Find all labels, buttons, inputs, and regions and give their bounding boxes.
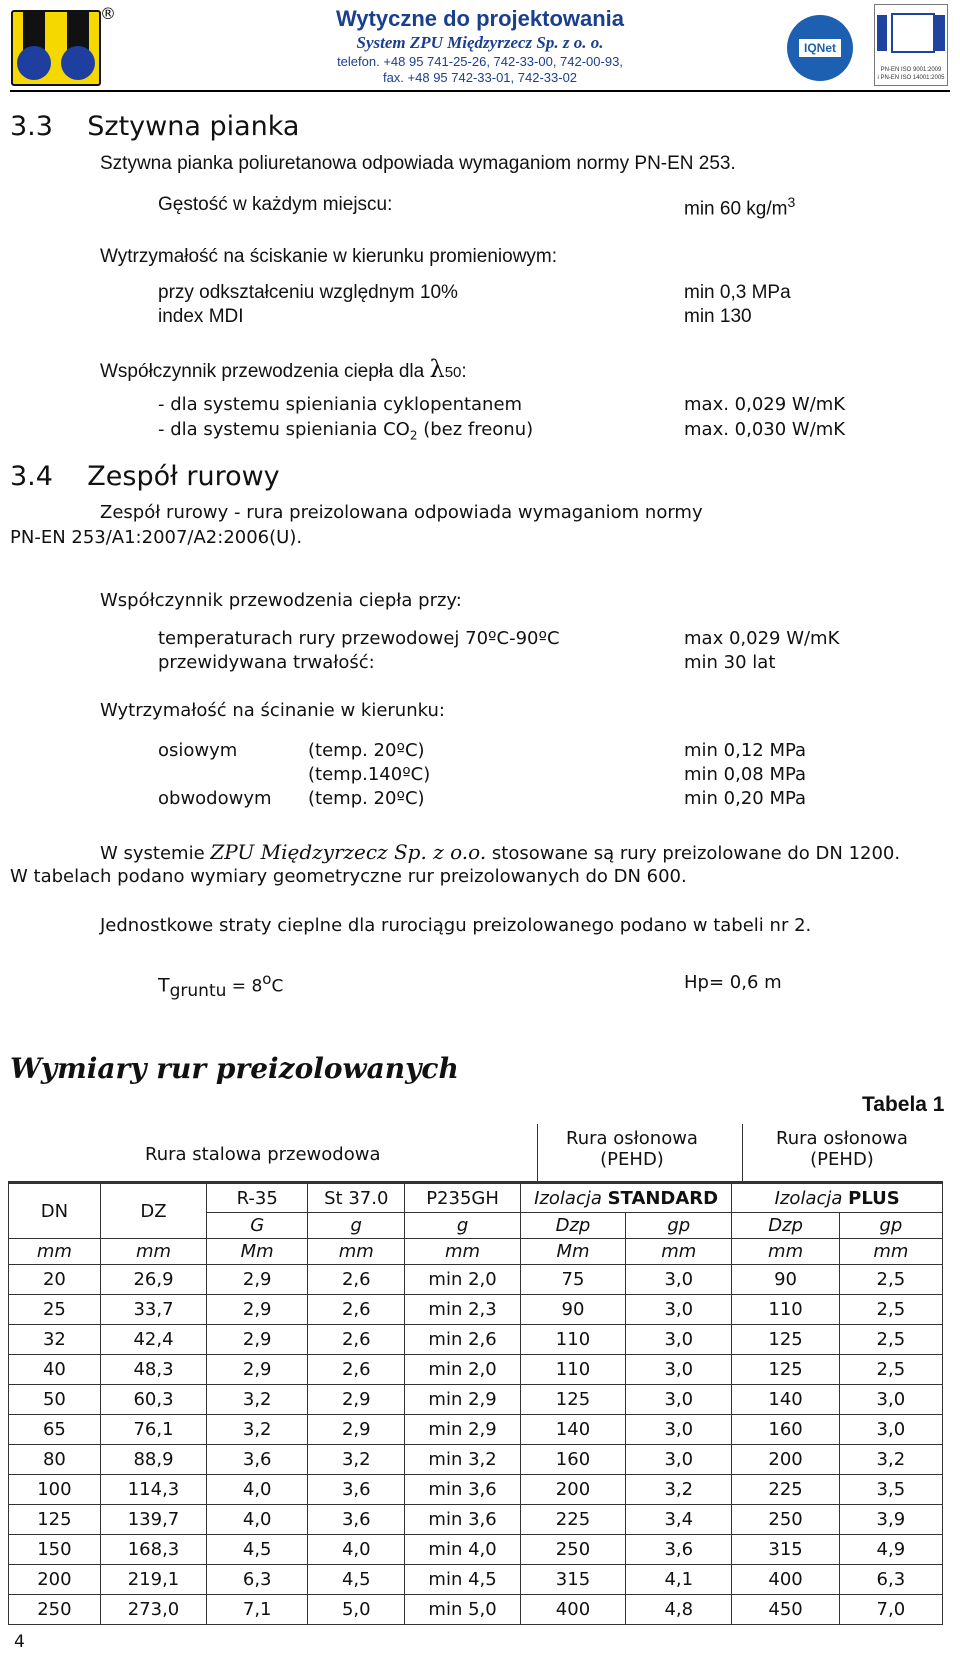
table-row [9,1445,943,1475]
table-cell: min 2,3 [405,1295,521,1325]
dimensions-table [8,1183,943,1625]
shear-value: min 0,12 MPa [684,740,807,761]
symbol-cell: Dzp [732,1213,839,1239]
header-title: Wytyczne do projektowania [335,6,625,31]
symbol-cell: Dzp [520,1213,625,1239]
table-cell: 150 [9,1535,101,1565]
density-label: Gęstość w każdym miejscu: [158,194,393,215]
lambda-label: Współczynnik przewodzenia ciepła dla λ50: [100,355,467,383]
system-note-line-1: W systemie ZPU Międzyrzecz Sp. z o.o. stosowane są rury preizolowane do DN 1200. [100,840,901,864]
table-row [9,1325,943,1355]
table-cell: 90 [732,1265,839,1295]
co2-label: - dla systemu spieniania $CO_2$ (bez freonu) [158,419,534,443]
table-cell: 2,5 [839,1325,942,1355]
table-cell: 3,0 [626,1295,732,1325]
table-cell: 3,0 [626,1265,732,1295]
table-cell: 88,9 [100,1445,206,1475]
header-phone: telefon. +48 95 741-25-26, 742-33-00, 742-00-93, [337,54,623,69]
table-cell: 2,9 [308,1415,405,1445]
table-cell: 225 [732,1475,839,1505]
section-3-3-title: 3.3 Sztywna pianka [10,111,300,142]
strength-label: Wytrzymałość na ściskanie w kierunku promieniowym: [100,246,558,267]
strain-value: min 0,3 MPa [684,282,791,303]
table-header-row [9,1184,943,1213]
table-cell: 450 [732,1595,839,1625]
iso-certificate-logo: PN-EN ISO 9001:2009 i PN-EN ISO 14001:2005 [874,4,948,86]
unit-cell: mm [405,1239,521,1265]
steel-pipe-group: Rura stalowa przewodowa [145,1144,381,1165]
table-cell: 114,3 [100,1475,206,1505]
table-cell: 2,6 [308,1325,405,1355]
table-cell: 80 [9,1445,101,1475]
symbol-cell: g [405,1213,521,1239]
unit-cell: mm [100,1239,206,1265]
table-cell: 20 [9,1265,101,1295]
symbol-cell: gp [839,1213,942,1239]
table-cell: 140 [732,1385,839,1415]
table-cell: min 3,6 [405,1505,521,1535]
table-cell: 250 [520,1535,625,1565]
col-r35-header: R-35 [207,1184,308,1213]
table-row [9,1565,943,1595]
unit-cell: mm [9,1239,101,1265]
unit-cell: Mm [520,1239,625,1265]
shear-temp: (temp.140ºC) [308,764,431,785]
dimensions-heading: Wymiary rur preizolowanych [10,1052,459,1085]
table-cell: 3,2 [207,1385,308,1415]
table-cell: 125 [9,1505,101,1535]
table-cell: 250 [732,1505,839,1535]
table-cell: min 2,0 [405,1355,521,1385]
co2-value: max. 0,030 W/mK [684,419,846,440]
table-cell: 315 [732,1535,839,1565]
table-cell: 3,0 [839,1385,942,1415]
shear-value: min 0,08 MPa [684,764,807,785]
table-cell: 273,0 [100,1595,206,1625]
table-cell: min 3,2 [405,1445,521,1475]
strain-label: przy odkształceniu względnym 10% [158,282,458,303]
unit-cell: mm [308,1239,405,1265]
section-3-4-intro-2: PN-EN 253/A1:2007/A2:2006(U). [10,527,303,548]
table-cell: 2,9 [207,1295,308,1325]
table-cell: 6,3 [839,1565,942,1595]
table-cell: 3,6 [207,1445,308,1475]
table-cell: 125 [520,1385,625,1415]
shear-value: min 0,20 MPa [684,788,807,809]
mdi-value: min 130 [684,306,752,327]
table-cell: 110 [732,1295,839,1325]
cyclopentane-label: - dla systemu spieniania cyklopentanem [158,394,523,415]
table-cell: min 2,6 [405,1325,521,1355]
table-cell: 400 [732,1565,839,1595]
table-cell: 140 [520,1415,625,1445]
cyclopentane-value: max. 0,029 W/mK [684,394,846,415]
table-cell: 125 [732,1325,839,1355]
density-value: min 60 $kg/m^3$ [684,194,796,220]
table-cell: 110 [520,1355,625,1385]
table-cell: 4,5 [308,1565,405,1595]
page-number: 4 [14,1632,25,1652]
table-cell: 3,0 [626,1355,732,1385]
table-cell: 200 [520,1475,625,1505]
table-cell: min 4,5 [405,1565,521,1595]
table-cell: 3,2 [308,1445,405,1475]
unit-cell: mm [732,1239,839,1265]
table-cell: 3,5 [839,1475,942,1505]
table-cell: 3,0 [626,1385,732,1415]
section-3-4-title: 3.4 Zespół rurowy [10,461,280,492]
mdi-label: index MDI [158,306,244,327]
table-cell: 33,7 [100,1295,206,1325]
table-row [9,1475,943,1505]
table-cell: 42,4 [100,1325,206,1355]
table-cell: 4,0 [207,1505,308,1535]
col-dz-header: DZ [100,1184,206,1239]
table-unit-row [9,1239,943,1265]
table-cell: 25 [9,1295,101,1325]
table-cell: 250 [9,1595,101,1625]
table-row [9,1505,943,1535]
table-cell: 2,5 [839,1265,942,1295]
table-cell: 65 [9,1415,101,1445]
table-cell: 2,6 [308,1355,405,1385]
table-row [9,1415,943,1445]
table-cell: min 2,9 [405,1415,521,1445]
table-cell: 139,7 [100,1505,206,1535]
ground-temperature: $T_{gruntu} = 8^oC$ [158,970,284,1002]
heat-loss-note: Jednostkowe straty cieplne dla rurociągu preizolowanego podano w tabeli nr 2. [100,915,812,936]
table-cell: 40 [9,1355,101,1385]
table-cell: min 3,6 [405,1475,521,1505]
table-cell: 2,5 [839,1355,942,1385]
table-cell: 2,9 [207,1355,308,1385]
unit-cell: mm [839,1239,942,1265]
table-cell: 32 [9,1325,101,1355]
table-cell: min 4,0 [405,1535,521,1565]
table-cell: 3,2 [207,1415,308,1445]
insulation-plus-header: Izolacja PLUS [732,1184,943,1213]
table-cell: 200 [9,1565,101,1595]
lifetime-value: min 30 lat [684,652,776,673]
col-st37-header: St 37.0 [308,1184,405,1213]
unit-cell: Mm [207,1239,308,1265]
table-cell: 3,9 [839,1505,942,1535]
table-row [9,1355,943,1385]
table-cell: 90 [520,1295,625,1325]
col-dn-header: DN [9,1184,101,1239]
table-cell: 75 [520,1265,625,1295]
table-cell: 160 [520,1445,625,1475]
table-cell: 60,3 [100,1385,206,1415]
registered-mark: ® [100,4,116,23]
symbol-cell: G [207,1213,308,1239]
shear-direction: obwodowym [158,788,272,809]
table-label: Tabela 1 [862,1093,945,1116]
table-cell: 2,9 [207,1325,308,1355]
table-cell: 100 [9,1475,101,1505]
system-note-line-2: W tabelach podano wymiary geometryczne rur preizolowanych do DN 600. [10,866,687,887]
col-p235-header: P235GH [405,1184,521,1213]
table-cell: 219,1 [100,1565,206,1595]
table-cell: 2,6 [308,1295,405,1325]
symbol-cell: gp [626,1213,732,1239]
unit-cell: mm [626,1239,732,1265]
table-cell: 5,0 [308,1595,405,1625]
table-row [9,1595,943,1625]
table-cell: 3,4 [626,1505,732,1535]
table-row [9,1385,943,1415]
temperature-label: temperaturach rury przewodowej 70ºC-90ºC [158,628,560,649]
table-cell: min 2,0 [405,1265,521,1295]
table-cell: 3,6 [308,1475,405,1505]
table-cell: 4,0 [207,1475,308,1505]
casing-standard-group: Rura osłonowa (PEHD) [566,1128,698,1170]
table-cell: 3,0 [626,1445,732,1475]
table-cell: 3,0 [839,1415,942,1445]
table-cell: 3,6 [626,1535,732,1565]
table-cell: 4,0 [308,1535,405,1565]
shear-temp: (temp. 20ºC) [308,740,425,761]
table-cell: 125 [732,1355,839,1385]
table-cell: 4,8 [626,1595,732,1625]
symbol-cell: g [308,1213,405,1239]
table-cell: 110 [520,1325,625,1355]
table-cell: 3,2 [839,1445,942,1475]
table-cell: 4,5 [207,1535,308,1565]
table-cell: 3,0 [626,1325,732,1355]
table-cell: 160 [732,1415,839,1445]
shear-direction: osiowym [158,740,238,761]
table-cell: 7,0 [839,1595,942,1625]
table-row [9,1535,943,1565]
iqnet-certificate-logo: IQNet [787,15,853,81]
table-cell: 26,9 [100,1265,206,1295]
table-cell: min 2,9 [405,1385,521,1415]
table-cell: 2,5 [839,1295,942,1325]
casing-plus-group: Rura osłonowa (PEHD) [776,1128,908,1170]
table-cell: 50 [9,1385,101,1415]
ground-depth: Hp= 0,6 m [684,972,782,993]
table-cell: 225 [520,1505,625,1535]
table-cell: 48,3 [100,1355,206,1385]
table-cell: 3,2 [626,1475,732,1505]
table-cell: 76,1 [100,1415,206,1445]
insulation-standard-header: Izolacja STANDARD [520,1184,732,1213]
header-fax: fax. +48 95 742-33-01, 742-33-02 [382,70,578,85]
header-company: System ZPU Międzyrzecz Sp. z o. o. [356,33,604,52]
header-divider [10,90,950,92]
table-cell: 4,9 [839,1535,942,1565]
section-3-4-intro-1: Zespół rurowy - rura preizolowana odpowiada wymaganiom normy [100,502,703,523]
table-cell: min 5,0 [405,1595,521,1625]
table-cell: 400 [520,1595,625,1625]
table-cell: 4,1 [626,1565,732,1595]
shear-label: Wytrzymałość na ścinanie w kierunku: [100,700,445,721]
conductivity-label: Współczynnik przewodzenia ciepła przy: [100,590,462,611]
table-cell: 2,9 [308,1385,405,1415]
temperature-value: max 0,029 W/mK [684,628,840,649]
lifetime-label: przewidywana trwałość: [158,652,375,673]
table-cell: 6,3 [207,1565,308,1595]
shear-temp: (temp. 20ºC) [308,788,425,809]
table-cell: 200 [732,1445,839,1475]
table-cell: 3,6 [308,1505,405,1535]
table-cell: 2,6 [308,1265,405,1295]
table-cell: 168,3 [100,1535,206,1565]
table-cell: 315 [520,1565,625,1595]
table-cell: 7,1 [207,1595,308,1625]
table-row [9,1265,943,1295]
table-row [9,1295,943,1325]
table-cell: 2,9 [207,1265,308,1295]
section-3-3-intro: Sztywna pianka poliuretanowa odpowiada wymaganiom normy PN-EN 253. [100,153,736,174]
table-cell: 3,0 [626,1415,732,1445]
